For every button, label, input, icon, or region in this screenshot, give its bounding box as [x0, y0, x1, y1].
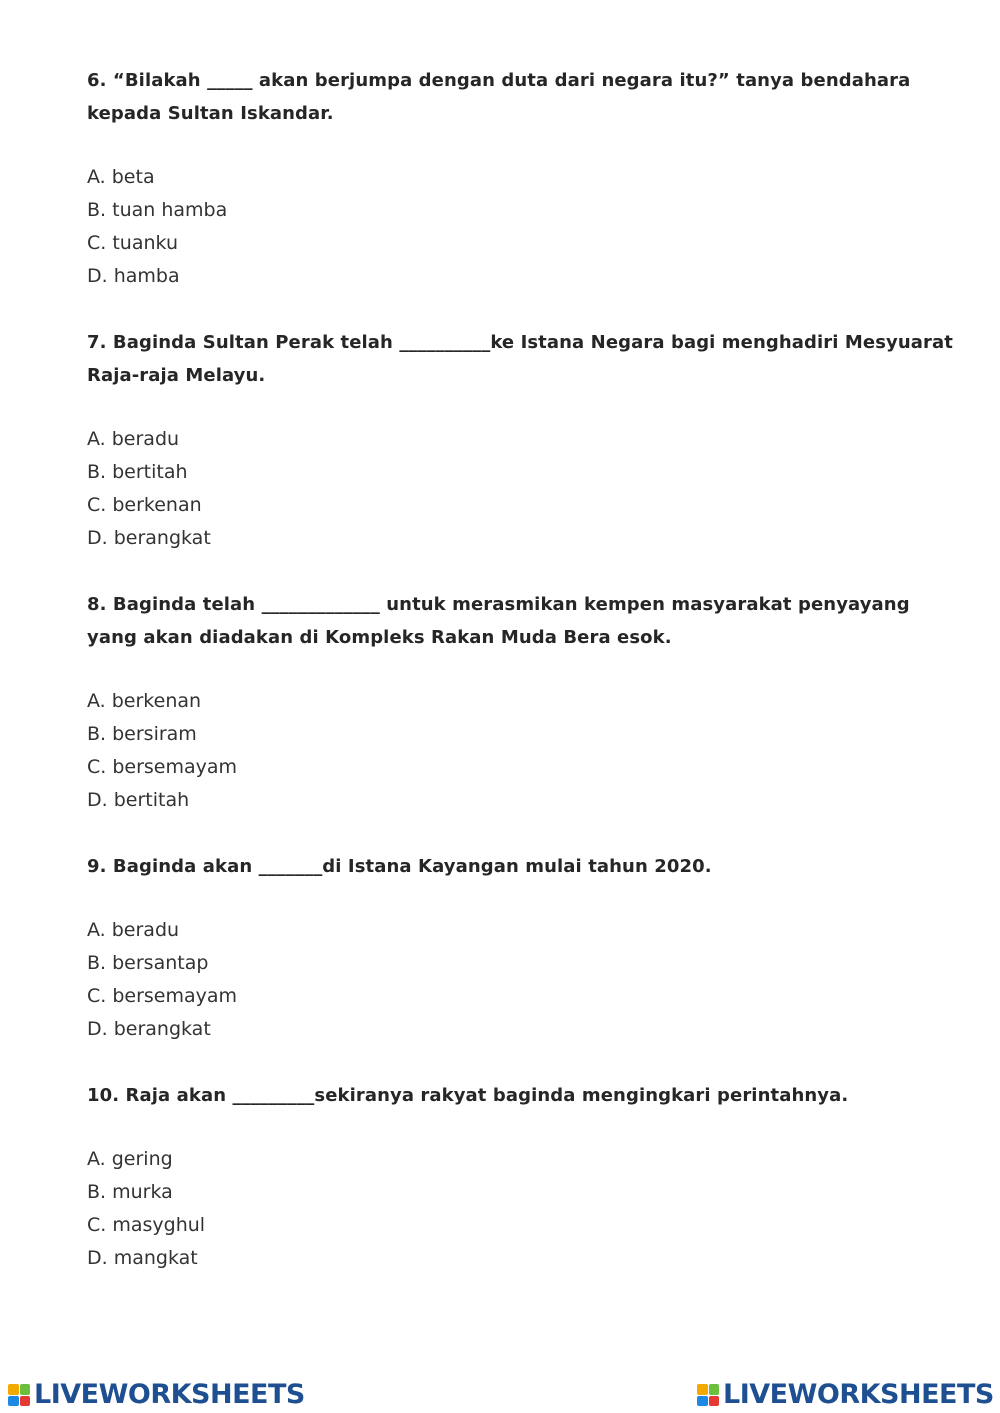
question-6-text: 6. “Bilakah _____ akan berjumpa dengan duta dari negara itu?” tanya bendahara kepada Sultan Iskandar.: [87, 70, 911, 124]
liveworksheets-mark-icon: [697, 1384, 719, 1406]
option-c[interactable]: C. berkenan: [87, 494, 202, 516]
option-a[interactable]: A. beradu: [87, 919, 180, 941]
option-a[interactable]: A. berkenan: [87, 690, 202, 712]
option-b[interactable]: B. tuan hamba: [87, 199, 228, 221]
option-d[interactable]: D. hamba: [87, 265, 180, 287]
option-c[interactable]: C. bersemayam: [87, 756, 238, 778]
liveworksheets-mark-icon: [8, 1384, 30, 1406]
question-10-text: 10. Raja akan _________sekiranya rakyat baginda mengingkari perintahnya.: [87, 1085, 849, 1106]
option-d[interactable]: D. berangkat: [87, 1018, 211, 1040]
option-d[interactable]: D. bertitah: [87, 789, 190, 811]
logo-text: LIVEWORKSHEETS: [723, 1379, 994, 1410]
option-b[interactable]: B. bertitah: [87, 461, 188, 483]
logo-text: LIVEWORKSHEETS: [34, 1379, 305, 1410]
option-a[interactable]: A. gering: [87, 1148, 173, 1170]
question-8-text: 8. Baginda telah _____________ untuk merasmikan kempen masyarakat penyayang yang akan diadakan di Kompleks Rakan Muda Bera esok.: [87, 594, 910, 648]
question-7-text: 7. Baginda Sultan Perak telah __________ke Istana Negara bagi menghadiri Mesyuarat Raja-raja Melayu.: [87, 332, 953, 386]
option-c[interactable]: C. bersemayam: [87, 985, 238, 1007]
question-6-options: [87, 161, 227, 293]
question-10-options: [87, 1143, 205, 1275]
option-d[interactable]: D. berangkat: [87, 527, 211, 549]
option-a[interactable]: A. beta: [87, 166, 155, 188]
question-9-options: [87, 914, 237, 1046]
option-b[interactable]: B. murka: [87, 1181, 173, 1203]
option-b[interactable]: B. bersantap: [87, 952, 209, 974]
option-a[interactable]: A. beradu: [87, 428, 180, 450]
option-b[interactable]: B. bersiram: [87, 723, 197, 745]
liveworksheets-logo-left: [8, 1380, 305, 1410]
question-8-options: [87, 685, 237, 817]
question-7-options: [87, 423, 211, 555]
liveworksheets-logo-right: [697, 1380, 994, 1410]
option-c[interactable]: C. tuanku: [87, 232, 178, 254]
question-9-text: 9. Baginda akan _______di Istana Kayangan mulai tahun 2020.: [87, 856, 712, 877]
option-d[interactable]: D. mangkat: [87, 1247, 198, 1269]
option-c[interactable]: C. masyghul: [87, 1214, 206, 1236]
